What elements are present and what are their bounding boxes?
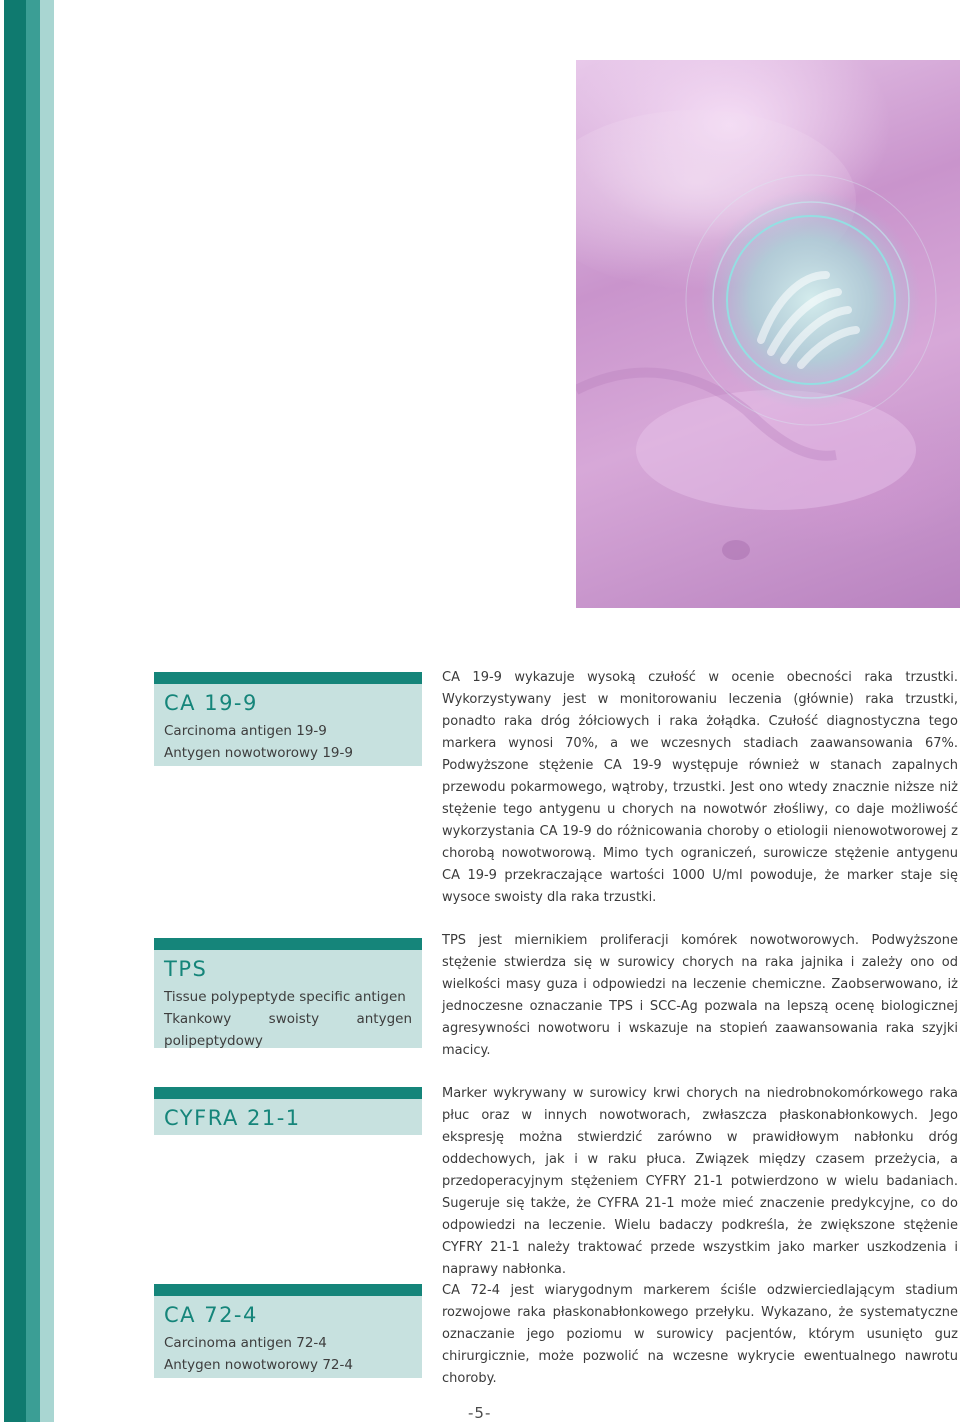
decorative-stripe-light	[40, 0, 54, 1422]
section-body-cyfra211	[442, 1083, 958, 1281]
body-paragraph: CA 19-9 wykazuje wysoką czułość w ocenie obecności raka trzustki. Wykorzystywany jest w monitorowaniu leczenia (głównie) raka trzustki, ponadto raka dróg żółciowych i raka żołądka. Czułość diagnostyczna tego markera wynosi 70%, a we wczesnych stadiach zaawansowania 67%. Podwyższone stężenie CA 19-9 występuje również w stanach zapalnych przewodu pokarmowego, wątroby, trzustki. Jest ono wtedy znacznie niższe niż stężenie tego antygenu u chorych na nowotwór złośliwy, co daje możliwość wykorzystania CA 19-9 do różnicowania choroby o etiologii nienowotworowej z chorobą nowotworową. Mimo tych ograniczeń, surowicze stężenie antygenu CA 19-9 przekraczające wartości 1000 U/ml powoduje, że marker staje się wysoce swoisty dla raka trzustki.	[442, 670, 958, 905]
section-subtitle-line: Antygen nowotworowy 72-4	[164, 1357, 353, 1373]
label-box-ca199	[154, 672, 422, 766]
section-title-ca724: CA 72-4	[164, 1303, 258, 1327]
label-box-ca724	[154, 1284, 422, 1378]
section-subtitle-line: Carcinoma antigen 72-4	[164, 1335, 327, 1351]
section-subtitle-line: Carcinoma antigen 19-9	[164, 723, 327, 739]
body-paragraph: TPS jest miernikiem proliferacji komórek nowotworowych. Podwyższone stężenie stwierdza się w surowicy chorych na raka jajnika i zależy ono od wielkości masy guza i odpowiedzi na leczenie chemiczne. Zaobserwowano, iż jednoczesne oznaczanie TPS i SCC-Ag pozwala na lepszą ocenę biologicznej agresywności nowotworu i wskazuje na stopień zaawansowania raka szyjki macicy.	[442, 933, 958, 1058]
section-body-ca724	[442, 1280, 958, 1390]
decorative-stripe-dark	[4, 0, 26, 1422]
section-subtitle-line: Antygen nowotworowy 19-9	[164, 745, 353, 761]
label-box-cyfra211	[154, 1087, 422, 1135]
body-paragraph: CA 72-4 jest wiarygodnym markerem ściśle odzwierciedlającym stadium rozwojowe raka płaskonabłonkowego przełyku. Wykazano, że systematyczne oznaczanie jego poziomu w surowicy pacjentów, którym usunięto guz chirurgicznie, może pozwolić na wczesne wykrycie ewentualnego nawrotu choroby.	[442, 1283, 958, 1386]
breast-examination-photo	[576, 60, 960, 608]
label-box-tps	[154, 938, 422, 1048]
decorative-stripe-mid	[26, 0, 40, 1422]
body-paragraph: Marker wykrywany w surowicy krwi chorych na niedrobnokomórkowego raka płuc oraz w innych nowotworach, zwłaszcza płaskonabłonkowych. Jego ekspresję można stwierdzić zarówno w prawidłowym nabłonku dróg oddechowych, jak i w raku płuca. Związek między czasem przeżycia, a przedoperacyjnym stężeniem CYFRY 21-1 potwierdzono w wielu badaniach. Sugeruje się także, że CYFRA 21-1 może mieć znaczenie predykcyjne, co do odpowiedzi na leczenie. Wielu badaczy podkreśla, że zwiększone stężenie CYFRY 21-1 należy traktować przede wszystkim jako marker uszkodzenia i naprawy nabłonka.	[442, 1086, 958, 1277]
section-subtitle-line: Tissue polypeptyde specific antigen	[164, 989, 406, 1005]
section-subtitle-line: Tkankowy swoisty antygen polipeptydowy	[164, 1011, 412, 1049]
section-body-ca199	[442, 667, 958, 909]
section-title-tps: TPS	[164, 957, 208, 981]
page-number: -5-	[468, 1404, 492, 1422]
section-title-cyfra211: CYFRA 21-1	[164, 1106, 301, 1130]
photo-illustration	[576, 60, 960, 608]
section-title-ca199: CA 19-9	[164, 691, 258, 715]
section-body-tps	[442, 930, 958, 1062]
